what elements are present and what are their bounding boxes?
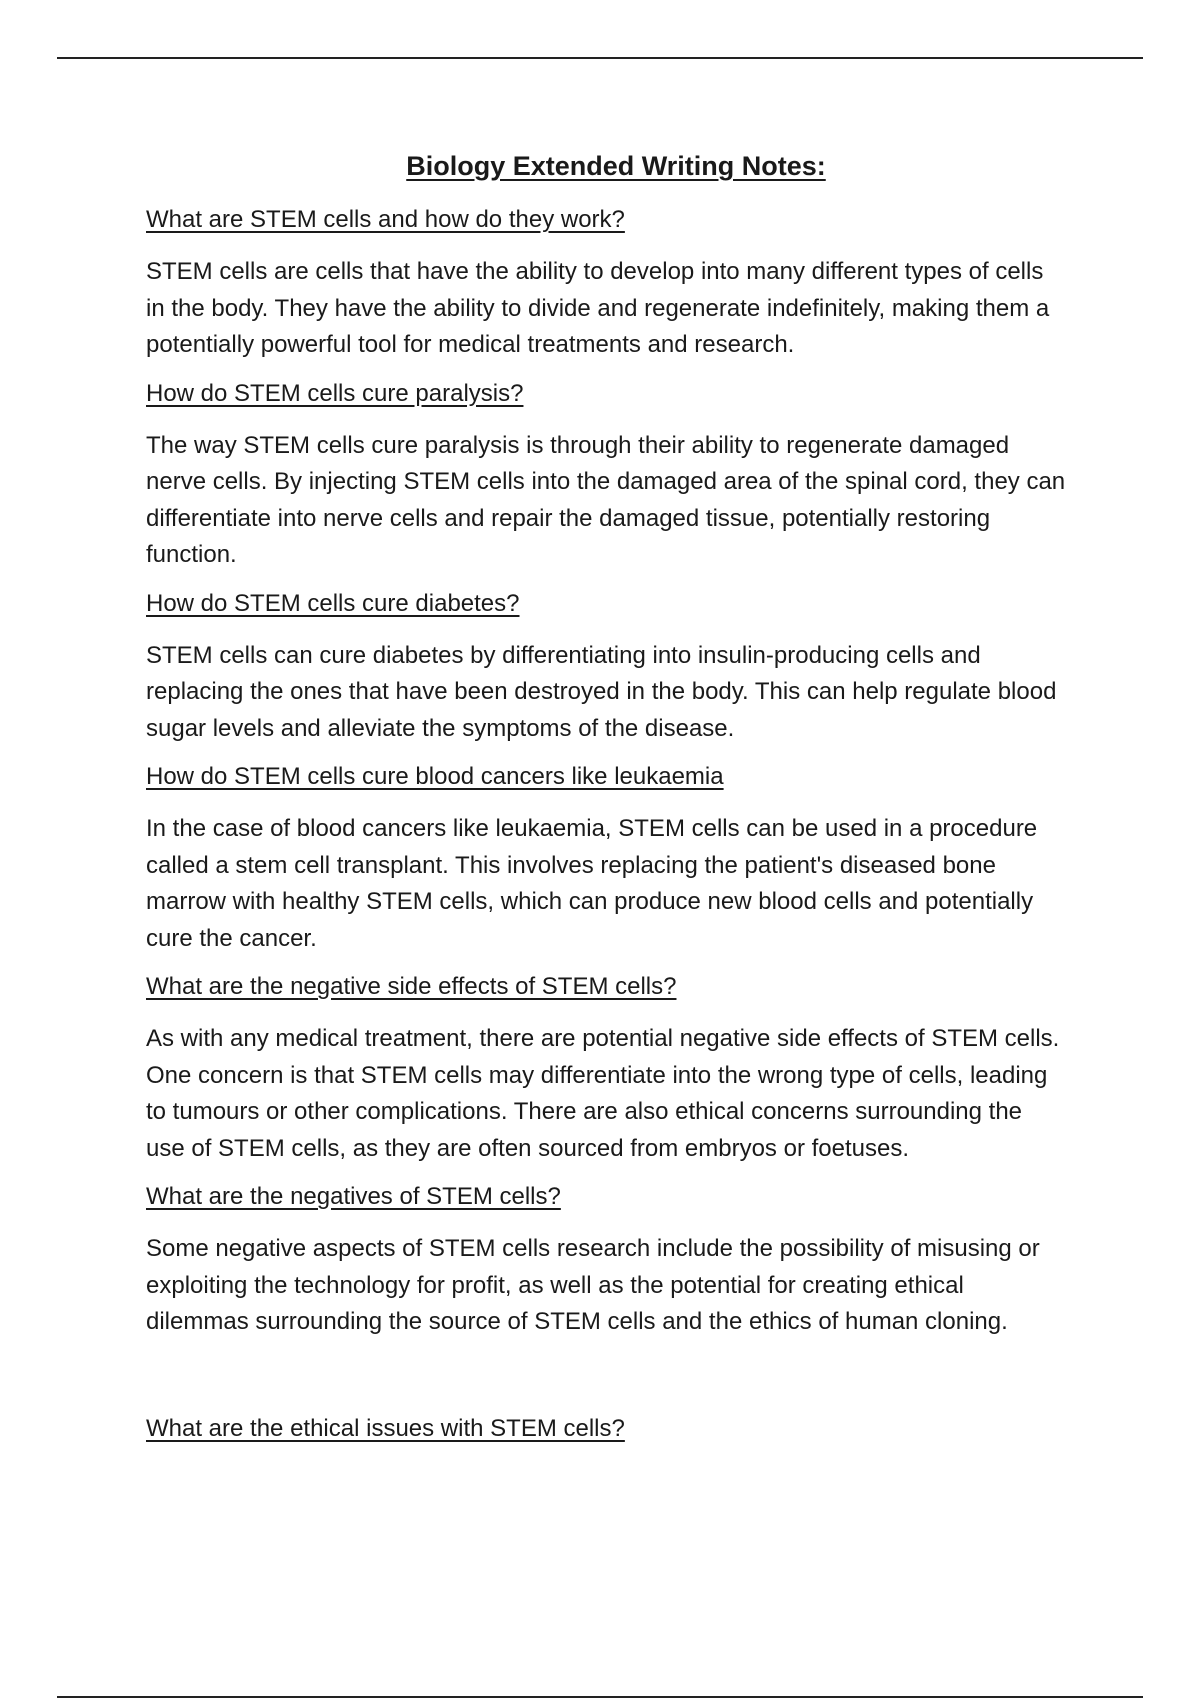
section-heading: What are the negatives of STEM cells?	[146, 1183, 561, 1210]
section-heading: What are the ethical issues with STEM cells?	[146, 1414, 625, 1442]
section-heading: What are the negative side effects of STEM cells?	[146, 973, 677, 1000]
section-diabetes	[146, 588, 1066, 748]
section-heading: How do STEM cells cure paralysis?	[146, 379, 524, 407]
section-body: Some negative aspects of STEM cells research include the possibility of misusing or exploiting the technology for profit, as well as the potential for creating ethical dilemmas surrounding the source of STEM cells and the ethics of human cloning.	[146, 1235, 1040, 1335]
footer-rule	[57, 1696, 1143, 1698]
section-body: STEM cells can cure diabetes by differentiating into insulin-producing cells and replacing the ones that have been destroyed in the body. This can help regulate blood sugar levels and alleviate the symptoms of the disease.	[146, 641, 1057, 742]
document-title: Biology Extended Writing Notes:	[406, 151, 826, 181]
section-heading: How do STEM cells cure blood cancers like leukaemia	[146, 763, 724, 790]
header-rule	[57, 57, 1143, 59]
section-negatives	[146, 1181, 1066, 1341]
section-heading: What are STEM cells and how do they work?	[146, 206, 625, 233]
section-leukaemia	[146, 761, 1066, 957]
section-ethical-issues	[146, 1413, 1066, 1445]
section-body: The way STEM cells cure paralysis is through their ability to regenerate damaged nerve cells. By injecting STEM cells into the damaged area of the spinal cord, they can differentiate into nerve cells and repair the damaged tissue, potentially restoring function.	[146, 431, 1066, 568]
document-page	[146, 148, 1066, 1463]
section-paralysis	[146, 378, 1066, 574]
section-body: In the case of blood cancers like leukaemia, STEM cells can be used in a procedure called a stem cell transplant. This involves replacing the patient's diseased bone marrow with healthy STEM cells, which can produce new blood cells and potentially cure the cancer.	[146, 815, 1038, 952]
section-side-effects	[146, 971, 1066, 1167]
section-stem-cells-intro	[146, 204, 1066, 364]
section-body: STEM cells are cells that have the ability to develop into many different types of cells in the body. They have the ability to divide and regenerate indefinitely, making them a potentially powerful tool for medical treatments and research.	[146, 258, 1050, 358]
section-body: As with any medical treatment, there are potential negative side effects of STEM cells. One concern is that STEM cells may differentiate into the wrong type of cells, leading to tumours or other complications. There are also ethical concerns surrounding the use of STEM cells, as they are often sourced from embryos or foetuses.	[146, 1025, 1060, 1162]
section-heading: How do STEM cells cure diabetes?	[146, 589, 520, 617]
